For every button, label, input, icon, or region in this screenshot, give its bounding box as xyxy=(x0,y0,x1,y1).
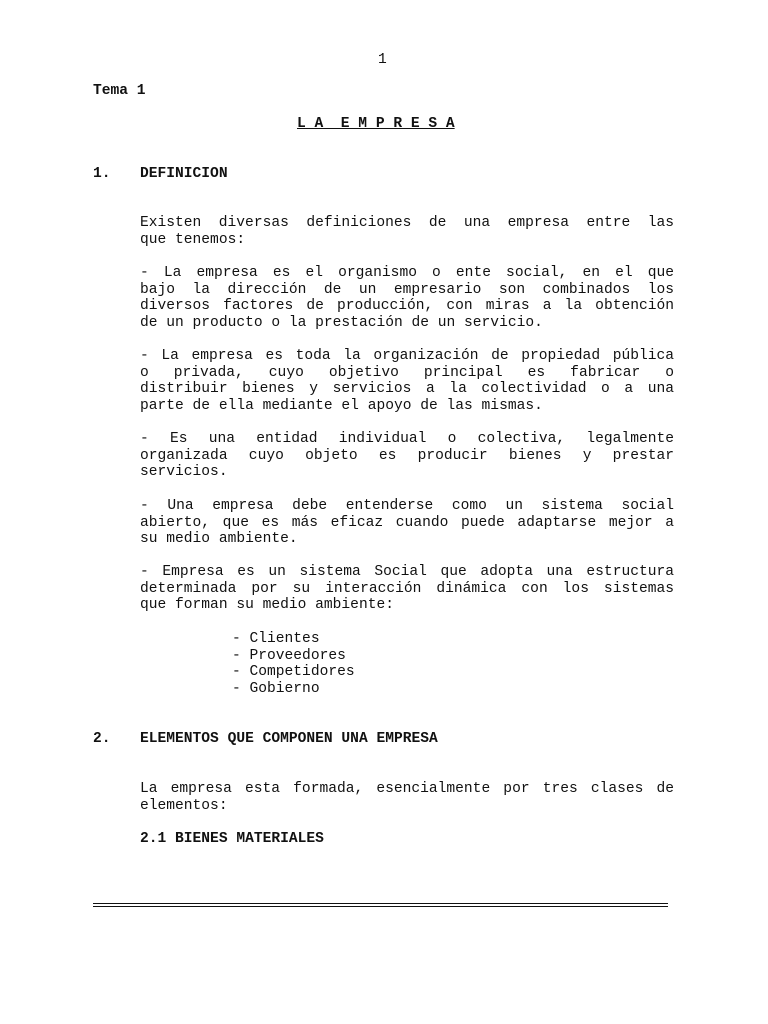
text-line: - La empresa es toda la organización de propiedad pública xyxy=(140,348,674,364)
text-line: su medio ambiente. xyxy=(140,531,298,548)
document-title: L A E M P R E S A xyxy=(297,116,455,132)
text-line: o privada, cuyo objetivo principal es fabricar o xyxy=(140,364,674,381)
section-intro xyxy=(140,781,674,814)
definition-paragraph xyxy=(140,564,674,614)
text-line: bajo la dirección de un empresario son combinados los xyxy=(140,281,674,298)
text-line: determinada por su interacción dinámica con los sistemas xyxy=(140,580,674,597)
text-line: abierto, que es más eficaz cuando puede adaptarse mejor a xyxy=(140,514,674,531)
text-line: organizada cuyo objeto es producir bienes y prestar xyxy=(140,447,674,464)
text-line: que tenemos: xyxy=(140,231,246,248)
definition-paragraph xyxy=(140,265,674,332)
text-line: de un producto o la prestación de un servicio. xyxy=(140,315,543,332)
definition-paragraph xyxy=(140,348,674,415)
text-line: - La empresa es el organismo o ente social, en el que xyxy=(140,265,674,281)
section-heading: DEFINICION xyxy=(140,166,228,182)
definition-paragraph xyxy=(140,431,674,481)
text-line: elementos: xyxy=(140,797,228,814)
section-intro xyxy=(140,215,674,248)
text-line: - Empresa es un sistema Social que adopta una estructura xyxy=(140,564,674,580)
text-line: diversos factores de producción, con miras a la obtención xyxy=(140,298,674,315)
definition-paragraph xyxy=(140,498,674,548)
text-line: parte de ella mediante el apoyo de las mismas. xyxy=(140,398,543,415)
section-number: 2. xyxy=(93,731,111,747)
list-item: - Gobierno xyxy=(232,681,320,698)
list-item: - Clientes xyxy=(232,631,320,647)
text-line: que forman su medio ambiente: xyxy=(140,597,394,614)
text-line: Existen diversas definiciones de una empresa entre las xyxy=(140,215,674,231)
text-line: La empresa esta formada, esencialmente por tres clases de xyxy=(140,781,674,797)
systems-list xyxy=(232,631,355,698)
text-line: servicios. xyxy=(140,464,228,481)
footer-divider xyxy=(93,903,668,907)
text-line: - Una empresa debe entenderse como un sistema social xyxy=(140,498,674,514)
topic-label: Tema 1 xyxy=(93,83,146,99)
section-heading: ELEMENTOS QUE COMPONEN UNA EMPRESA xyxy=(140,731,438,747)
list-item: - Proveedores xyxy=(232,647,346,664)
page-number: 1 xyxy=(378,52,387,68)
section-number: 1. xyxy=(93,166,111,182)
text-line: - Es una entidad individual o colectiva, legalmente xyxy=(140,431,674,447)
list-item: - Competidores xyxy=(232,664,355,681)
text-line: distribuir bienes y servicios a la colectividad o a una xyxy=(140,381,674,398)
subsection-heading: 2.1 BIENES MATERIALES xyxy=(140,831,324,847)
